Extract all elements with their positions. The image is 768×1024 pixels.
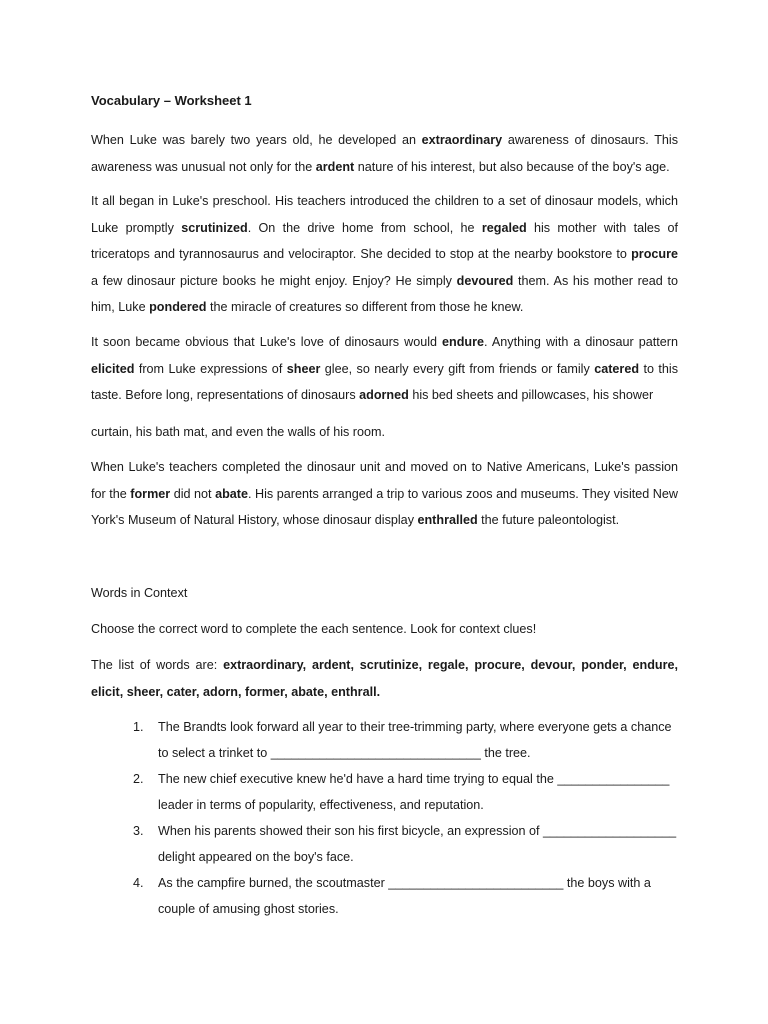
text-run: his mother with tales of triceratops and tyrannosaurus and velociraptor. She decided to stop at the nearby bookstore to (91, 220, 678, 261)
question-number: 1. (133, 720, 144, 734)
question-text: When his parents showed their son his first bicycle, an expression of ___________________ delight appeared on the boy's face. (158, 824, 677, 864)
story-paragraph-2 (91, 188, 678, 321)
question-item (133, 818, 678, 870)
text-run: his bed sheets and pillowcases, his shower (408, 388, 654, 402)
text-run: . On the drive home from school, he (247, 220, 482, 235)
text-run: them. As his mother read to him, Luke (91, 273, 678, 314)
vocab-word: former (130, 486, 171, 501)
text-run: a few dinosaur picture books he might enjoy. Enjoy? He simply (91, 273, 457, 288)
section-heading: Words in Context (91, 586, 188, 600)
text-run: from Luke expressions of (134, 361, 287, 376)
vocab-word: endure (442, 335, 485, 349)
text-run: . His parents arranged a trip to various zoos and museums. They visited New York's Museum of Natural History, whose dinosaur display (91, 486, 679, 527)
worksheet-title: Vocabulary – Worksheet 1 (91, 93, 252, 108)
text-run: . Anything with a dinosaur pattern (484, 335, 678, 349)
question-list (133, 714, 678, 922)
text-run: to this taste. Before long, representations of dinosaurs (91, 361, 678, 402)
question-item (133, 870, 678, 922)
vocab-word: catered (594, 361, 640, 376)
question-item (133, 714, 678, 766)
question-number: 2. (133, 772, 144, 786)
text-run: nature of his interest, but also because of the boy's age. (354, 159, 670, 174)
text-run: When Luke's teachers completed the dinosaur unit and moved on to Native Americans, Luke's passion for the (91, 460, 678, 501)
question-text: The new chief executive knew he'd have a hard time trying to equal the ________________ leader in terms of popularity, effectiveness, and reputation. (158, 772, 670, 812)
word-list-words: extraordinary, ardent, scrutinize, regale, procure, devour, ponder, endure, elicit, sheer, cater, adorn, former, abate, enthrall. (91, 658, 679, 699)
question-text: The Brandts look forward all year to their tree-trimming party, where everyone gets a chance to select a trinket to ______________________________ the tree. (158, 720, 672, 760)
vocab-word: regaled (481, 220, 527, 235)
story-paragraph-3-continued: curtain, his bath mat, and even the walls of his room. (91, 425, 386, 439)
story-paragraph-1 (91, 127, 678, 180)
story-paragraph-3 (91, 329, 678, 409)
text-run: When Luke was barely two years old, he developed an (91, 133, 422, 147)
vocab-word: scrutinized (181, 220, 248, 235)
vocab-word: procure (631, 247, 678, 261)
text-run: It soon became obvious that Luke's love of dinosaurs would (91, 335, 443, 349)
instructions: Choose the correct word to complete the each sentence. Look for context clues! (91, 622, 537, 636)
vocab-word: sheer (286, 361, 321, 376)
text-run: It all began in Luke's preschool. His teachers introduced the children to a set of dinosaur models, which Luke promptly (91, 194, 678, 235)
vocab-word: extraordinary (421, 133, 503, 147)
text-run: awareness of dinosaurs. This awareness was unusual not only for the (91, 133, 678, 174)
vocab-word: elicited (91, 361, 135, 376)
text-run: glee, so nearly every gift from friends or family (320, 361, 595, 376)
vocab-word: adorned (359, 388, 409, 402)
vocab-word: enthralled (417, 513, 478, 527)
question-text: As the campfire burned, the scoutmaster _________________________ the boys with a couple of amusing ghost stories. (158, 876, 651, 916)
vocab-word: pondered (149, 300, 207, 314)
text-run: the future paleontologist. (477, 513, 620, 527)
vocab-word: devoured (456, 273, 514, 288)
question-number: 4. (133, 876, 144, 890)
word-list (91, 652, 678, 705)
word-list-intro: The list of words are: (91, 658, 224, 672)
question-item (133, 766, 678, 818)
vocab-word: abate (215, 486, 248, 501)
question-number: 3. (133, 824, 144, 838)
text-run: did not (170, 486, 216, 501)
vocab-word: ardent (315, 159, 355, 174)
story-paragraph-4 (91, 454, 678, 534)
text-run: the miracle of creatures so different from those he knew. (206, 300, 524, 314)
